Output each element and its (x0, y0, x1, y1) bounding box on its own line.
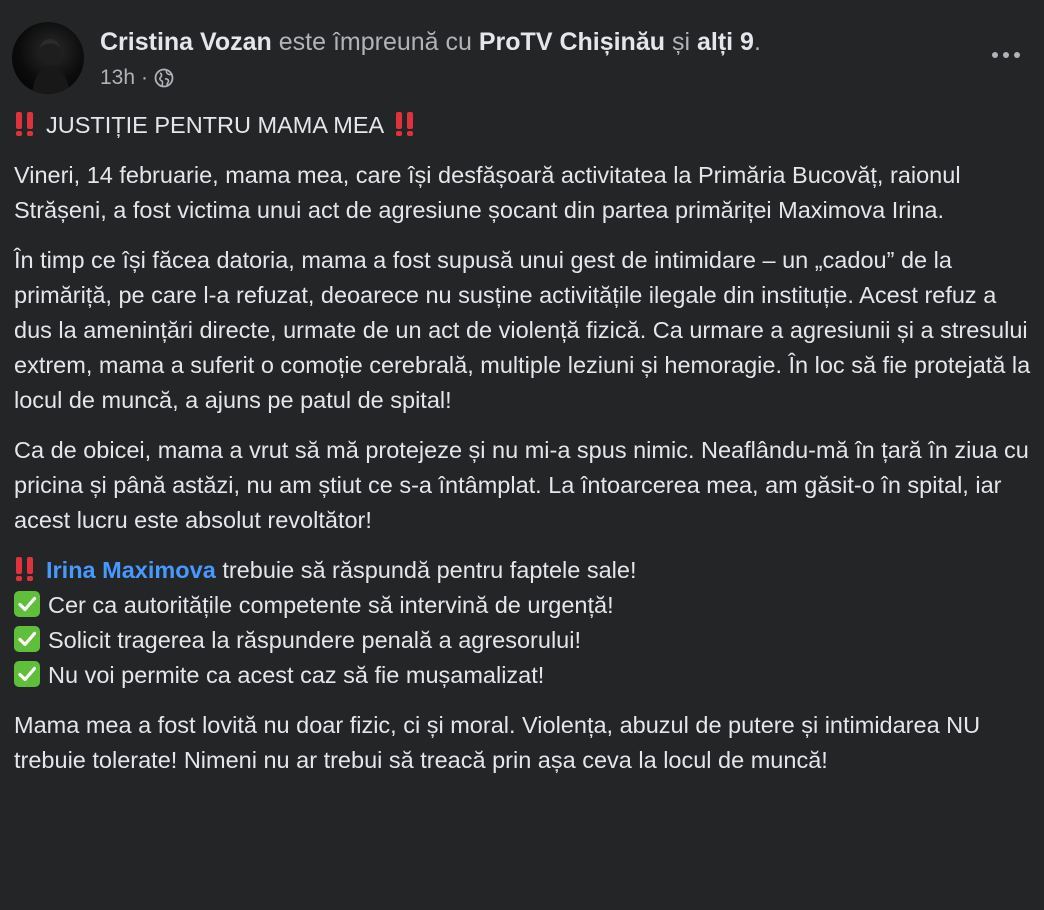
list-item (14, 658, 1034, 693)
post-title: JUSTIȚIE PENTRU MAMA MEA (46, 112, 385, 138)
post-title-paragraph (14, 108, 1034, 143)
list-item (14, 553, 1034, 588)
author-line (100, 26, 761, 58)
check-item-2: Solicit tragerea la răspundere penală a agresorului! (48, 627, 581, 653)
and-text: și (671, 28, 691, 56)
with-text: este împreună cu (278, 28, 472, 56)
post-meta (100, 64, 174, 92)
post-header (12, 22, 1030, 94)
paragraph-2: În timp ce își făcea datoria, mama a fost supusă unui gest de intimidare – un „cadou” de la primăriță, pe care l-a refuzat, deoarece nu susține activitățile ilegale din instituție. Acest refuz a dus la amenințări directe, urmate de un act de violență fizică. Ca urmare a agresiunii și a stresului extrem, mama a suferit o comoție cerebrală, multiple leziuni și hemoragie. În loc să fie protejată la locul de muncă, a ajuns pe patul de spital! (14, 247, 1031, 413)
period-text: . (753, 28, 761, 56)
check-item-1: Cer ca autoritățile competente să intervină de urgență! (48, 592, 614, 618)
avatar[interactable] (12, 22, 84, 94)
list-item (14, 588, 1034, 623)
double-exclamation-icon (394, 111, 416, 137)
check-mark-icon (14, 661, 40, 687)
mention-rest: trebuie să răspundă pentru faptele sale! (222, 557, 637, 583)
mention-link[interactable]: Irina Maximova (46, 557, 216, 583)
paragraph-3: Ca de obicei, mama a vrut să mă protejeze și nu mi-a spus nimic. Neaflându-mă în țară în ziua cu pricina și până astăzi, nu am știut ce s-a întâmplat. La întoarcerea mea, am găsit-o în spital, iar acest lucru este absolut revoltător! (14, 437, 1029, 533)
demands-list (14, 553, 1034, 693)
more-options-icon[interactable] (988, 40, 1024, 70)
check-item-3: Nu voi permite ca acest caz să fie mușamalizat! (48, 662, 545, 688)
list-item (14, 623, 1034, 658)
tagged-page-link[interactable]: ProTV Chișinău (478, 28, 666, 56)
double-exclamation-icon (14, 556, 36, 582)
paragraph-1: Vineri, 14 februarie, mama mea, care își desfășoară activitatea la Primăria Bucovăț, raionul Strășeni, a fost victima unui act de agresiune șocant din partea primăriței Maximova Irina. (14, 162, 961, 223)
double-exclamation-icon (14, 111, 36, 137)
check-mark-icon (14, 626, 40, 652)
meta-separator: · (141, 66, 149, 89)
check-mark-icon (14, 591, 40, 617)
others-link[interactable]: alți 9 (696, 28, 754, 56)
post-content (14, 108, 1034, 793)
avatar-image (12, 22, 84, 94)
timestamp[interactable]: 13h (100, 66, 136, 89)
globe-icon[interactable] (154, 68, 174, 88)
author-name[interactable]: Cristina Vozan (100, 28, 272, 56)
paragraph-5: Mama mea a fost lovită nu doar fizic, ci și moral. Violența, abuzul de putere și intimidarea NU trebuie tolerate! Nimeni nu ar trebui să treacă prin așa ceva la locul de muncă! (14, 712, 981, 773)
